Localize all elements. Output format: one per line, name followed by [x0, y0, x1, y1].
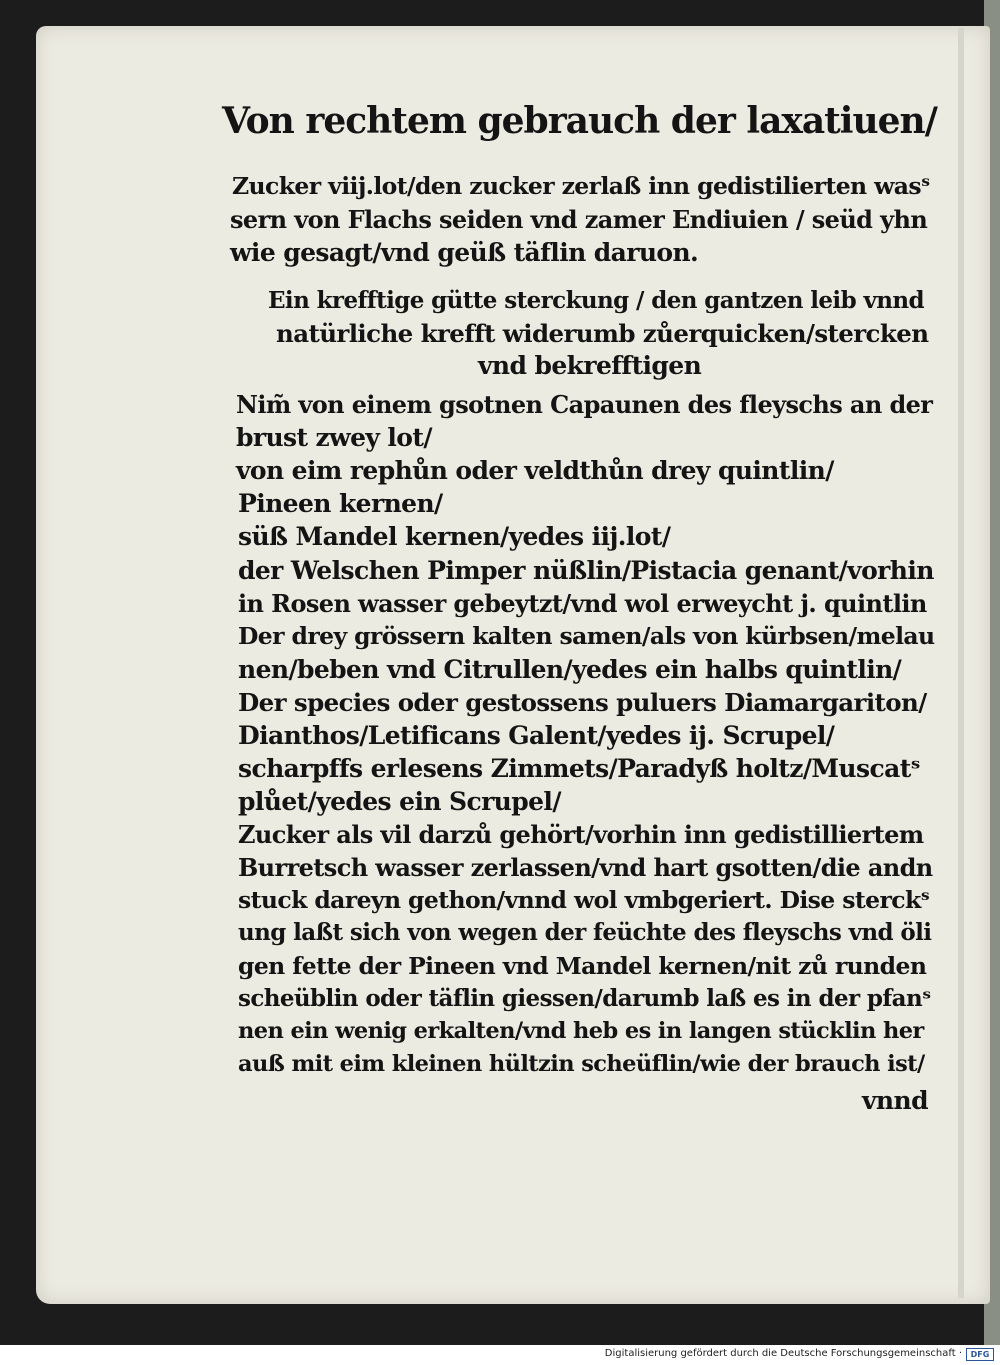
section-heading-line: Ein krefftige gütte sterckung / den gantzen leib vnnd	[268, 287, 924, 314]
text-line: plůet/yedes ein Scrupel/	[238, 787, 561, 816]
text-line: auß mit eim kleinen hültzin scheüflin/wie der brauch ist/	[238, 1051, 925, 1077]
text-line: nen ein wenig erkalten/vnd heb es in langen stücklin her	[238, 1018, 924, 1044]
text-line: Zucker viij.lot/den zucker zerlaß inn gedistilierten wasˢ	[232, 172, 930, 200]
text-line: Pineen kernen/	[238, 489, 443, 518]
text-line: Dianthos/Letificans Galent/yedes ij. Scrupel/	[238, 721, 835, 750]
text-line: ung laßt sich von wegen der feüchte des fleyschs vnd öli	[238, 919, 932, 946]
text-line: Der species oder gestossens puluers Diamargariton/	[238, 688, 927, 717]
text-line: wie gesagt/vnd geüß täflin daruon.	[230, 238, 699, 267]
page-title: Von rechtem gebrauch der laxatiuen/	[222, 100, 937, 142]
text-line: der Welschen Pimper nüßlin/Pistacia genant/vorhin	[238, 556, 934, 585]
text-line: in Rosen wasser gebeytzt/vnd wol erweycht j. quintlin	[238, 589, 927, 618]
text-line: Nim̃ von einem gsotnen Capaunen des fleyschs an der	[236, 390, 933, 419]
text-line: von eim rephůn oder veldthůn drey quintlin/	[236, 456, 834, 485]
section-heading-line: vnd bekrefftigen	[478, 351, 702, 380]
text-line: Der drey grössern kalten samen/als von kürbsen/melau	[238, 622, 935, 650]
page-edge	[958, 28, 964, 1298]
text-line: scharpffs erlesens Zimmets/Paradyß holtz/Muscatˢ	[238, 754, 920, 783]
dfg-logo[interactable]: DFG	[966, 1348, 994, 1361]
text-line: Burretsch wasser zerlassen/vnd hart gsotten/die andn	[238, 853, 933, 882]
footer-bar	[0, 1345, 1000, 1365]
section-heading-line: natürliche krefft widerumb zůerquicken/stercken	[276, 319, 929, 348]
text-line: Zucker als vil darzů gehört/vorhin inn gedistilliertem	[238, 820, 924, 849]
text-line: nen/beben vnd Citrullen/yedes ein halbs quintlin/	[238, 655, 902, 684]
text-line: gen fette der Pineen vnd Mandel kernen/nit zů runden	[238, 952, 927, 980]
catchword: vnnd	[862, 1086, 928, 1115]
text-line: scheüblin oder täflin giessen/darumb laß es in der pfanˢ	[238, 985, 931, 1012]
text-line: brust zwey lot/	[236, 423, 432, 452]
text-line: sern von Flachs seiden vnd zamer Endiuien / seüd yhn	[230, 205, 928, 234]
footer-caption: Digitalisierung gefördert durch die Deutsche Forschungsgemeinschaft ·	[604, 1348, 962, 1359]
text-line: süß Mandel kernen/yedes iij.lot/	[238, 522, 671, 551]
text-line: stuck dareyn gethon/vnnd wol vmbgeriert. Dise sterckˢ	[238, 886, 930, 914]
